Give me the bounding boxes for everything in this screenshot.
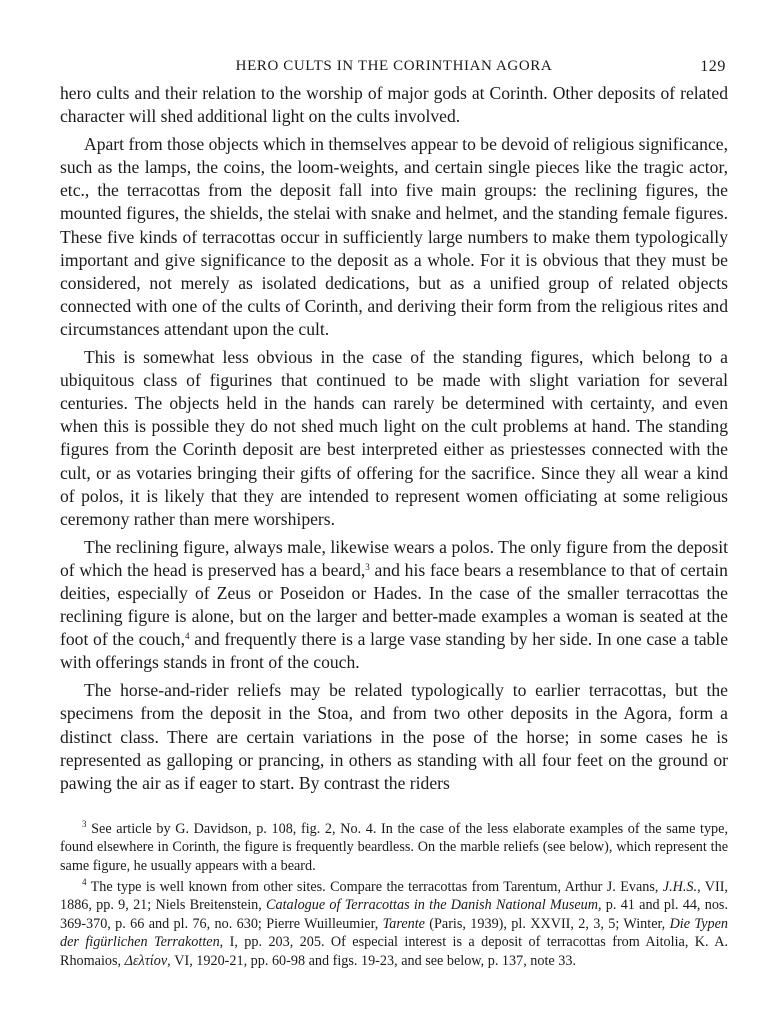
footnotes: [60, 820, 728, 971]
footnote-ref-4: 4: [185, 631, 190, 642]
footnote-4-catalogue-title: Catalogue of Terracottas in the Danish National Museum: [266, 897, 598, 914]
footnote-ref-3: 3: [365, 561, 370, 572]
page-number: 129: [700, 58, 726, 75]
paragraph-4-part-c: and frequently there is a large vase standing by her side. In one case a table with offerings stands in front of the couch.: [60, 629, 729, 673]
footnote-3: [60, 820, 728, 876]
footnote-3-text: See article by G. Davidson, p. 108, fig. 2, No. 4. In the case of the less elaborate examples of the same type, found elsewhere in Corinth, the figure is frequently beardless. On the marble reliefs (see below), which represent the same figure, he usually appears with a beard.: [60, 820, 728, 874]
footnote-4-text-f: , VI, 1920-21, pp. 60-98 and figs. 19-23, and see below, p. 137, note 33.: [167, 952, 576, 969]
body-text: [60, 82, 728, 795]
footnote-4-jhs: J.H.S.: [662, 878, 698, 895]
paragraph-1: hero cults and their relation to the worship of major gods at Corinth. Other deposits of related character will shed additional light on the cults involved.: [60, 83, 728, 127]
footnote-4-tarente: Tarente: [382, 915, 425, 932]
paragraph-5: The horse-and-rider reliefs may be related typologically to earlier terracottas, but the specimens from the deposit in the Stoa, and from two other deposits in the Agora, form a distinct class. There are certain variations in the pose of the horse; in some cases he is represented as galloping or prancing, in others as standing with all four feet on the ground or pawing the air as if eager to start. By contrast the riders: [60, 680, 728, 793]
footnote-4-text-e: , I, pp. 203, 205. Of especial interest is a deposit of terracottas from Aitolia, K. A. Rhomaios,: [60, 934, 728, 969]
running-title: HERO CULTS IN THE CORINTHIAN AGORA: [235, 58, 553, 74]
paragraph-4-part-a: The reclining figure, always male, likewise wears a polos. The only figure from the deposit of which the head is preserved has a beard,: [60, 536, 728, 580]
footnote-4-text-a: The type is well known from other sites. Compare the terracottas from Tarentum, Arthur J. Evans,: [86, 878, 663, 895]
footnote-4-deltion: Δελτίον: [124, 952, 168, 969]
paragraph-4: [60, 536, 728, 675]
footnote-4-text-b: , VII, 1886, pp. 9, 21; Niels Breitenstein,: [60, 878, 728, 914]
paragraph-4-part-b: and his face bears a resemblance to that of certain deities, especially of Zeus or Poseidon or Hades. In the case of the smaller terracottas the reclining figure is alone, but on the larger and better-made examples a woman is seated at the foot of the couch,: [60, 559, 728, 650]
footnote-4: [60, 878, 728, 971]
footnote-4-text-d: (Paris, 1939), pl. XXVII, 2, 3, 5; Winter,: [424, 915, 670, 932]
page: [60, 56, 728, 971]
footnote-3-mark: 3: [82, 818, 87, 829]
footnote-4-typen-title: Die Typen der figürlichen Terrakotten: [60, 915, 729, 951]
paragraph-3: This is somewhat less obvious in the case of the standing figures, which belong to a ubiquitous class of figurines that continued to be made with slight variation for several centuries. The objects held in the hands can rarely be determined with certainty, and even when this is possible they do not shed much light on the cult problems at hand. The standing figures from the Corinth deposit are best interpreted either as priestesses connected with the cult, or as votaries bringing their gifts of offering for the sacrifice. Since they all wear a kind of polos, it is likely that they are intended to represent women officiating at some religious ceremony rather than mere worshipers.: [60, 347, 728, 529]
footnote-4-mark: 4: [82, 876, 87, 887]
paragraph-2: Apart from those objects which in themselves appear to be devoid of religious significance, such as the lamps, the coins, the loom-weights, and certain single pieces like the tragic actor, etc., the terracottas from the deposit fall into five main groups: the reclining figures, the mounted figures, the shields, the stelai with snake and helmet, and the standing female figures. These five kinds of terracottas occur in sufficiently large numbers to make them typologically important and give significance to the deposit as a whole. For it is obvious that they must be considered, not merely as isolated dedications, but as a unified group of related objects connected with one of the cults of Corinth, and deriving their form from the religious rites and circumstances attendant upon the cult.: [60, 134, 728, 339]
running-head: [60, 56, 728, 82]
footnote-4-text-c: , p. 41 and pl. 44, nos. 369-370, p. 66 and pl. 76, no. 630; Pierre Wuilleumier,: [60, 897, 728, 932]
